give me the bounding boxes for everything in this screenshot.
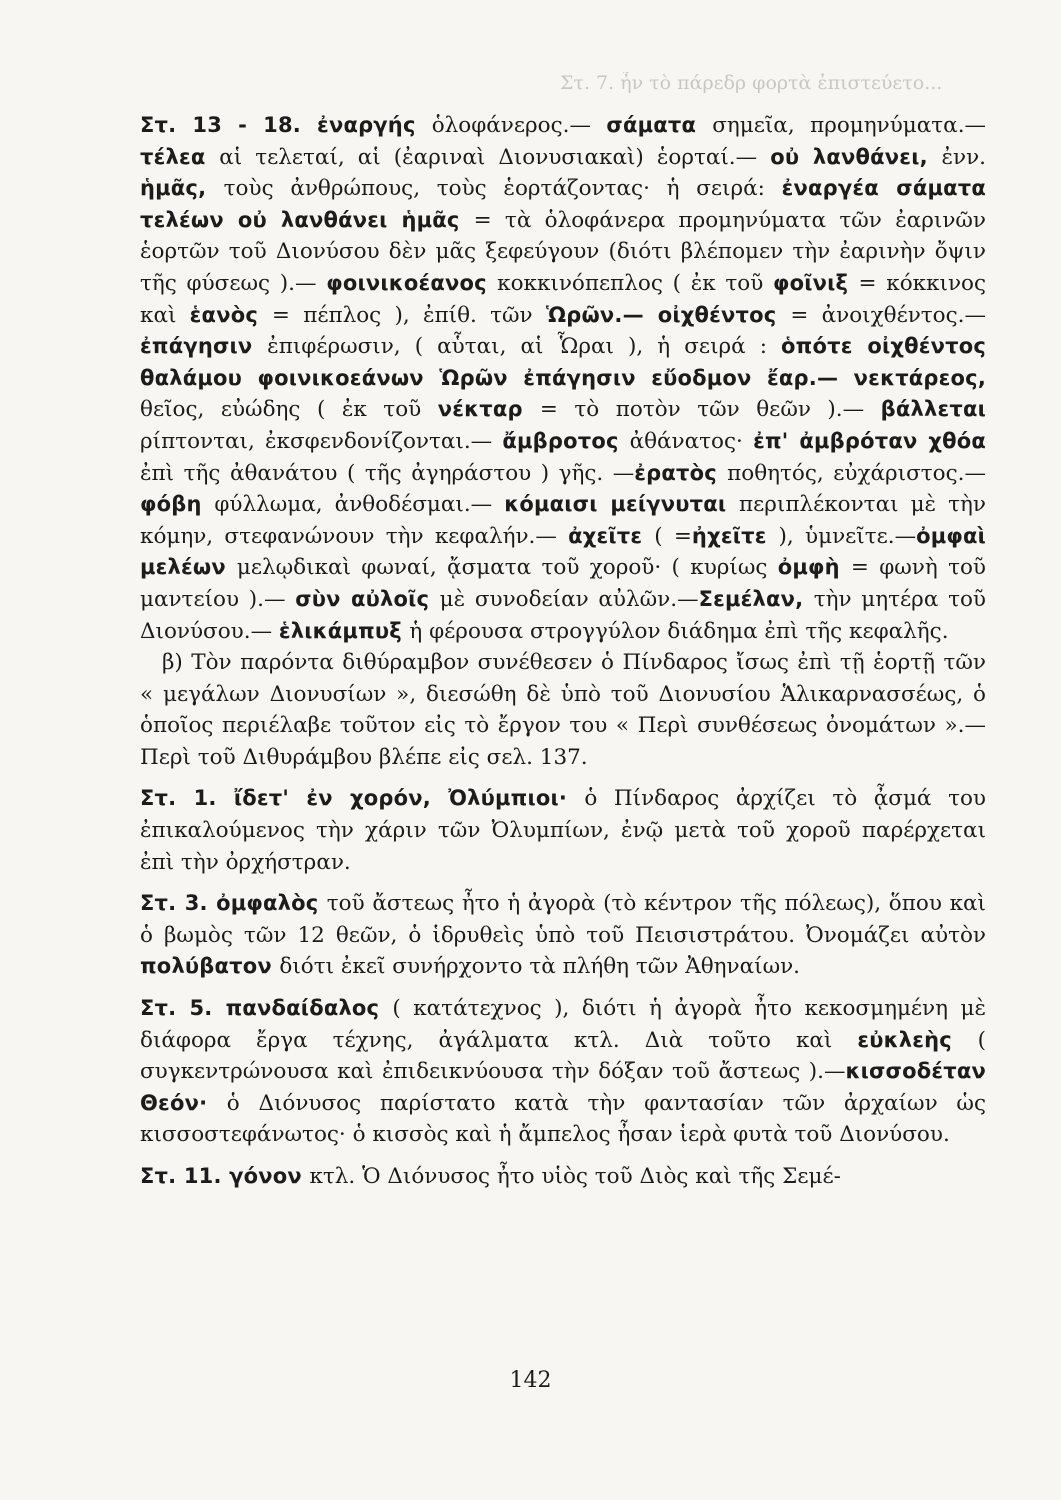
paragraph-6 [140, 1161, 986, 1193]
lemma-term: φόβη [140, 492, 215, 517]
lemma-term: ἑλικάμπυξ [278, 618, 410, 643]
lemma-term: βάλλεται [880, 397, 986, 422]
lemma-term: Στ. 11. γόνον [140, 1164, 310, 1188]
commentary-span: = τὰ ὁλοφάνερα προμηνύματα τῶν ἐαρινῶν ἑορτῶν τοῦ Διονύσου δὲν μᾶς ξεφεύγουν (διότι βλέπομεν τὴν ἐαρινὴν ὄψιν τῆς φύσεως ).— [140, 207, 986, 296]
commentary-span: μὲ συνοδείαν αὐλῶν.— [439, 586, 699, 612]
paragraph-5 [140, 993, 986, 1151]
commentary-span: κτλ. Ὁ Διόνυσος ἦτο υἱὸς τοῦ Διὸς καὶ τῆς Σεμέ- [309, 1164, 841, 1189]
lemma-term: οὐ λανθάνει, [770, 144, 942, 169]
commentary-span: ὁ Πίνδαρος ἀρχίζει τὸ ᾆσμά του ἐπικαλούμενος τὴν χάριν τῶν Ὀλυμπίων, ἐνῷ μετὰ τοῦ χοροῦ παρέρχεται ἐπὶ τὴν ὀρχήστραν. [140, 786, 986, 875]
commentary-span: φύλλωμα, ἀνθοδέσμαι.— [214, 492, 505, 518]
paragraph-1 [140, 110, 986, 647]
lemma-term: κόμαισι μείγνυται [504, 492, 739, 517]
lemma-term: ὁπότε οἰχθέντος θαλάμου φοινικοεάνων Ὡρῶν ἐπάγησιν εὔοδμον ἔαρ.— νεκτάρεος, [140, 334, 986, 390]
commentary-span: τὴν μητέρα τοῦ Διονύσου.— [140, 586, 986, 644]
lemma-term: Σεμέλαν, [698, 586, 814, 611]
commentary-span: ἐπὶ τῆς ἀθανάτου ( τῆς ἀγηράστου ) γῆς. — [140, 460, 635, 486]
lemma-term: ὀμφὴ [777, 555, 851, 580]
commentary-span: τοὺς ἀνθρώπους, τοὺς ἑορτάζοντας· ἡ σειρά: [223, 176, 782, 202]
lemma-term: Στ. 5. πανδαίδαλος [140, 996, 393, 1021]
commentary-span: ), ὑμνεῖτε.— [778, 523, 917, 549]
commentary-span: ἐπιφέρωσιν, ( αὗται, αἱ Ὧραι ), ἡ σειρά : [267, 334, 782, 360]
commentary-span: ἀθάνατος· [629, 428, 754, 454]
paragraph-3 [140, 783, 986, 878]
commentary-span: = πέπλος ), ἐπίθ. τῶν [271, 302, 546, 328]
lemma-term: εὐκλεὴς [857, 1027, 978, 1052]
lemma-term: ἀχεῖτε [568, 523, 655, 548]
lemma-term: φοινικοέανος [326, 270, 498, 295]
lemma-term: τέλεα [140, 144, 220, 169]
commentary-span: = κόκκινος καὶ [140, 270, 987, 328]
lemma-term: σὺν αὐλοῖς [295, 586, 440, 611]
lemma-term: ὀμφαὶ μελέων [140, 523, 986, 580]
commentary-span: σημεῖα, προμηνύματα.— [712, 113, 987, 138]
commentary-span: = ἀνοιχθέντος.— [790, 302, 987, 328]
lemma-term: Στ. 1. ἴδετ' ἐν χορόν, Ὀλύμπιοι· [140, 786, 585, 811]
paragraph-4 [140, 888, 986, 983]
commentary-span: β) Τὸν παρόντα διθύραμβον συνέθεσεν ὁ Πίνδαρος ἴσως ἐπὶ τῇ ἑορτῇ τῶν « μεγάλων Διονυσίων », διεσώθη δὲ ὑπὸ τοῦ Διονυσίου Ἁλικαρνασσέως, ὁ ὁποῖος περιέλαβε τοῦτον εἰς τὸ ἔργον του « Περὶ συνθέσεως ὀνομάτων ».— Περὶ τοῦ Διθυράμβου βλέπε εἰς σελ. 137. [140, 650, 986, 770]
commentary-span: ὁλοφάνερος.— [431, 113, 607, 138]
commentary-span: ( συγκεντρώνουσα καὶ ἐπιδεικνύουσα τὴν δόξαν τοῦ ἄστεως ).— [140, 1027, 986, 1085]
commentary-span: ρίπτονται, ἐκσφενδονίζονται.— [140, 428, 503, 454]
commentary-span: μελῳδικαὶ φωναί, ᾄσματα τοῦ χοροῦ· ( κυρίως [236, 555, 778, 581]
commentary-span: ποθητός, εὐχάριστος.— [727, 460, 986, 486]
commentary-span: ( κατάτεχνος ), διότι ἡ ἀγορὰ ἦτο κεκοσμημένη μὲ διάφορα ἔργα τέχνης, ἀγάλματα κτλ. Διὰ τοῦτο καὶ [140, 996, 986, 1053]
lemma-term: κισσοδέταν Θεόν· [140, 1059, 986, 1115]
commentary-span: διότι ἐκεῖ συνήρχοντο τὰ πλήθη τῶν Ἀθηναίων. [279, 954, 801, 980]
commentary-span: ἡ φέρουσα στρογγύλον διάδημα ἐπὶ τῆς κεφαλῆς. [409, 618, 949, 644]
lemma-term: ἐπάγησιν [140, 334, 268, 359]
commentary-span: ἐνν. [941, 144, 986, 170]
lemma-term: νέκταρ [437, 397, 540, 422]
lemma-term: φοῖνιξ [773, 270, 859, 295]
commentary-span: αἱ τελεταί, αἱ (ἐαριναὶ Διονυσιακαὶ) ἑορταί.— [219, 144, 771, 170]
commentary-span: ὁ Διόνυσος παρίστατο κατὰ τὴν φαντασίαν τῶν ἀρχαίων ὡς κισσοστεφάνωτος· ὁ κισσὸς καὶ ἡ ἄμπελος ἦσαν ἱερὰ φυτὰ τοῦ Διονύσου. [140, 1090, 986, 1148]
commentary-span: = φωνὴ τοῦ μαντείου ).— [140, 555, 986, 612]
commentary-span: περιπλέκονται μὲ τὴν κόμην, στεφανώνουν τὴν κεφαλήν.— [140, 492, 986, 549]
lemma-term: Στ. 13 - 18. ἐναργής [140, 113, 432, 137]
commentary-span: τοῦ ἄστεως ἦτο ἡ ἀγορὰ (τὸ κέντρον τῆς πόλεως), ὅπου καὶ ὁ βωμὸς τῶν 12 θεῶν, ὁ ἱδρυθεὶς ὑπὸ τοῦ Πεισιστράτου. Ὀνομάζει αὐτὸν [140, 891, 986, 948]
lemma-term: ἐπ' ἀμβρόταν χθόα [753, 428, 986, 453]
commentary-span: ( = [654, 523, 692, 549]
lemma-term: ἡμᾶς, [140, 176, 224, 201]
lemma-term: Ὡρῶν.— οἰχθέντος [545, 302, 791, 327]
lemma-term: Στ. 3. ὀμφαλὸς [140, 891, 327, 916]
bleed-through-text: Στ. 7. ἦν τὸ πάρεδρ φορτὰ ἐπιστεύετο... [560, 72, 943, 94]
commentary-span: = τὸ ποτὸν τῶν θεῶν ).— [539, 397, 881, 423]
commentary-span: θεῖος, εὐώδης ( ἐκ τοῦ [140, 397, 438, 423]
paragraph-2 [140, 647, 986, 773]
commentary-text [140, 110, 986, 1193]
lemma-term: ἐρατὸς [634, 460, 728, 485]
lemma-term: ἐναργέα σάματα τελέων οὐ λανθάνει ἡμᾶς [140, 176, 986, 232]
lemma-term: ἑανὸς [189, 302, 272, 327]
lemma-term: πολύβατον [140, 954, 280, 979]
page-number: 142 [509, 1368, 552, 1393]
lemma-term: ἠχεῖτε [691, 523, 779, 548]
lemma-term: ἄμβροτος [502, 428, 630, 453]
commentary-span: κοκκινόπεπλος ( ἐκ τοῦ [497, 270, 774, 296]
lemma-term: σάματα [606, 113, 713, 137]
